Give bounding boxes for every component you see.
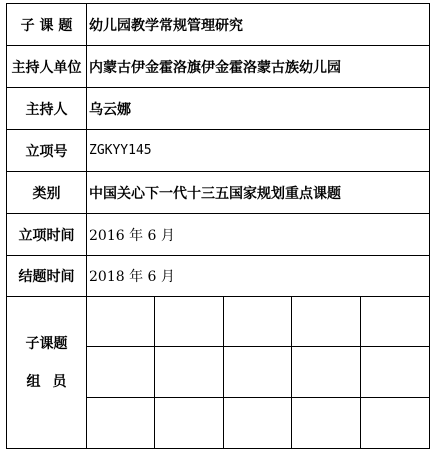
- member-cell: [361, 347, 429, 397]
- host-unit-label: 主持人单位: [7, 46, 87, 87]
- member-cell: [292, 297, 360, 347]
- end-date-label: 结题时间: [7, 256, 87, 296]
- start-date-value: 2016 年 6 月: [89, 227, 175, 244]
- row-category: [7, 172, 429, 214]
- row-project-number: [7, 130, 429, 172]
- member-cell: [155, 297, 223, 347]
- members-section: [7, 297, 429, 448]
- member-cell: [224, 297, 292, 347]
- member-cell: [224, 398, 292, 448]
- member-cell: [87, 297, 155, 347]
- members-label: [7, 297, 87, 448]
- members-label-line1: 子课题: [25, 336, 68, 352]
- members-label-line2: 组员: [26, 374, 79, 390]
- member-cell: [361, 398, 429, 448]
- member-cell: [155, 398, 223, 448]
- host-label: 主持人: [7, 88, 87, 129]
- end-date-value: 2018 年 6 月: [89, 269, 175, 285]
- member-cell: [155, 347, 223, 397]
- row-host: [7, 88, 429, 130]
- project-info-table: [6, 3, 430, 449]
- subtopic-value: 幼儿园教学常规管理研究: [89, 17, 243, 34]
- row-subtopic: [7, 4, 429, 46]
- member-cell: [87, 347, 155, 397]
- member-cell: [87, 398, 155, 448]
- row-end-date: [7, 256, 429, 297]
- subtopic-label: 子 课 题: [7, 4, 87, 45]
- category-label: 类别: [7, 172, 87, 213]
- row-start-date: [7, 214, 429, 256]
- members-grid: [87, 297, 429, 448]
- member-cell: [361, 297, 429, 347]
- row-host-unit: [7, 46, 429, 88]
- project-number-value: ZGKYY145: [89, 143, 152, 158]
- project-number-label: 立项号: [7, 130, 87, 171]
- host-unit-value: 内蒙古伊金霍洛旗伊金霍洛蒙古族幼儿园: [89, 59, 341, 76]
- member-cell: [292, 347, 360, 397]
- category-value: 中国关心下一代十三五国家规划重点课题: [89, 185, 341, 202]
- member-cell: [224, 347, 292, 397]
- host-value: 乌云娜: [89, 101, 131, 118]
- member-cell: [292, 398, 360, 448]
- start-date-label: 立项时间: [7, 214, 87, 255]
